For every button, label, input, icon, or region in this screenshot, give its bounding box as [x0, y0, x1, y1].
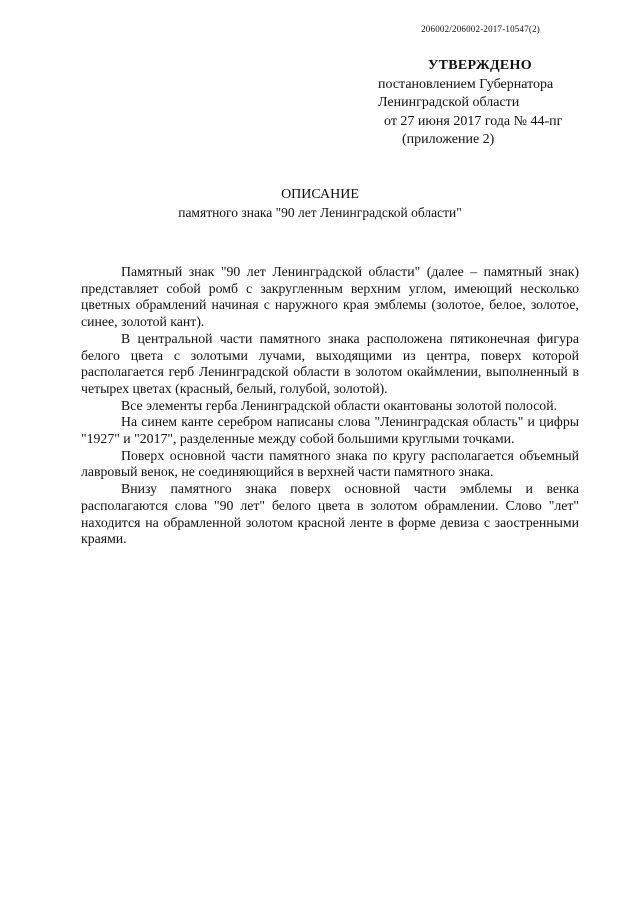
document-registration-number: 206002/206002-2017-10547(2) [421, 24, 540, 34]
approval-block [378, 57, 598, 150]
paragraph-inscription: На синем канте серебром написаны слова "Ленинградская область" и цифры "1927" и "2017", разделенные между собой большими круглыми точками. [81, 414, 579, 447]
document-title-block [0, 186, 640, 222]
paragraph-coat-of-arms: Все элементы герба Ленинградской области окантованы золотой полосой. [121, 397, 558, 413]
document-body [81, 264, 579, 548]
approval-line-date: от 27 июня 2017 года № 44-пг [384, 113, 563, 129]
paragraph-shape: Памятный знак "90 лет Ленинградской области" (далее – памятный знак) представляет собой ромб с закругленным верхним углом, имеющий несколько цветных обрамлений начиная с наружного края эмблемы (золотое, белое, золотое, синее, золотой кант). [81, 264, 579, 330]
approval-line-decree: постановлением Губернатора [378, 76, 554, 92]
paragraph-ribbon: Внизу памятного знака поверх основной части эмблемы и венка располагаются слова "90 лет" белого цвета в золотом обрамлении. Слово "лет" находится на обрамленной золотом красной ленте в форме девиза с заостренными краями. [81, 481, 579, 547]
document-subtitle: памятного знака "90 лет Ленинградской области" [178, 205, 462, 220]
approval-line-appendix: (приложение 2) [402, 132, 495, 147]
approval-line-region: Ленинградской области [378, 95, 520, 110]
document-title: ОПИСАНИЕ [281, 187, 359, 202]
paragraph-wreath: Поверх основной части памятного знака по кругу располагается объемный лавровый венок, не соединяющийся в верхней части памятного знака. [81, 447, 579, 480]
paragraph-center: В центральной части памятного знака расположена пятиконечная фигура белого цвета с золотыми лучами, выходящими из центра, поверх которой располагается герб Ленинградской области в золотом окаймлении, выполненный в четырех цветах (красный, белый, голубой, золотой). [81, 330, 579, 396]
approval-heading: УТВЕРЖДЕНО [428, 58, 532, 73]
